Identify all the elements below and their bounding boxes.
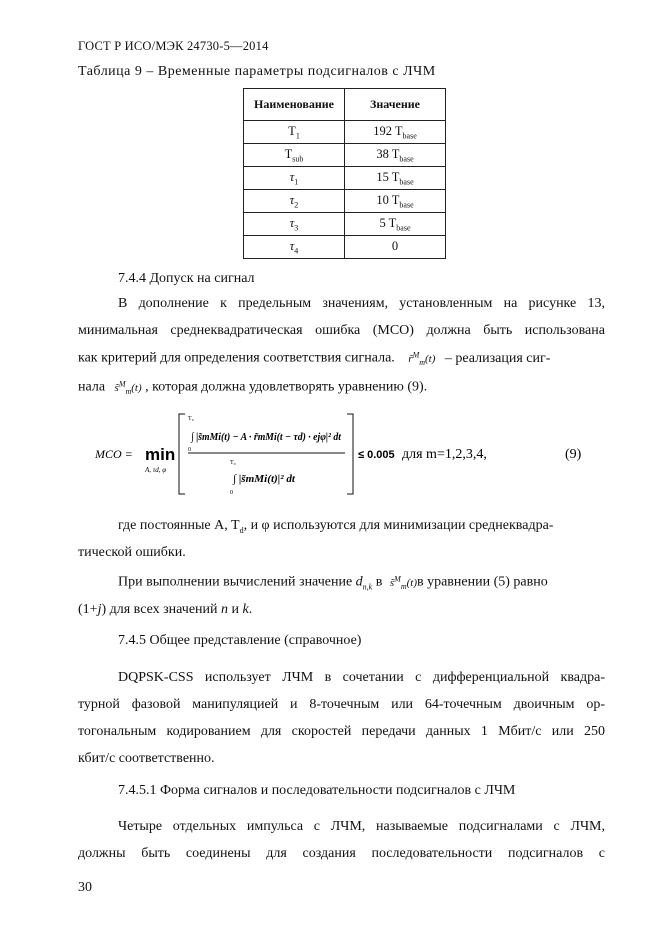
math-d: d <box>355 574 363 590</box>
param-value-cell: 38 $T_{base}$ <box>345 144 446 167</box>
param-name-cell: $T_{sub}$ <box>244 144 345 167</box>
math-r-tilde: r̃$^M_m$(t) <box>408 350 436 367</box>
param-value-cell: 192 $T_{base}$ <box>345 121 446 144</box>
word: к <box>220 296 227 311</box>
text: в уравнении (5) равно <box>416 574 548 590</box>
column-header-value: Значение <box>345 89 446 121</box>
param-name-cell: $\tau_2$ <box>244 190 345 213</box>
table-row <box>244 144 446 167</box>
word: 13, <box>587 296 605 311</box>
paragraph-line: Четыре отдельных импульса с ЛЧМ, называемые подсигналами с ЛЧМ, <box>118 819 605 834</box>
table-row <box>244 213 446 236</box>
upper-limit: T₀ <box>230 460 236 466</box>
text: нала <box>78 379 106 395</box>
paragraph-line <box>78 323 605 339</box>
subscript: d <box>239 525 244 535</box>
table-row <box>244 236 446 259</box>
table-row <box>244 167 446 190</box>
section-heading-7-4-5-1: 7.4.5.1 Форма сигналов и последовательности подсигналов с ЛЧМ <box>118 783 516 798</box>
word: предельным <box>238 296 312 311</box>
equation-rhs: ≤ 0.005 <box>358 449 395 461</box>
lower-limit: 0 <box>230 490 233 496</box>
upper-limit: T₀ <box>188 416 194 422</box>
param-value-cell: 10 $T_{base}$ <box>345 190 446 213</box>
equation-graphic <box>95 406 615 502</box>
paragraph-line <box>118 296 605 312</box>
word: (МСО) <box>372 323 414 338</box>
word: В <box>118 296 128 311</box>
paragraph-line: тической ошибки. <box>78 545 186 560</box>
document-header: ГОСТ Р ИСО/МЭК 24730-5—2014 <box>78 39 269 53</box>
equation-condition: для m=1,2,3,4, <box>402 447 487 462</box>
text: где постоянные A, T <box>118 518 240 533</box>
word: установленным <box>399 296 493 311</box>
table-row <box>244 190 446 213</box>
word: должна <box>426 323 471 338</box>
paragraph-line <box>78 379 605 396</box>
text: в <box>375 574 383 590</box>
word: ошибка <box>315 323 361 338</box>
equation-9 <box>95 406 615 502</box>
paragraph-line: кбит/с соответственно. <box>78 751 215 766</box>
word: дополнение <box>138 296 209 311</box>
text: , и φ используются для минимизации среднеквадра- <box>243 518 554 533</box>
word: на <box>503 296 518 311</box>
word: рисунке <box>528 296 577 311</box>
lower-limit: 0 <box>188 447 191 453</box>
math-subscript: n,k <box>362 582 373 592</box>
table-caption: Таблица 9 – Временные параметры подсигналов с ЛЧМ <box>78 64 436 79</box>
min-subscript: A, τd, φ <box>145 466 167 474</box>
parameters-table <box>243 88 446 259</box>
math-s-tilde: s̃$^M_m$(t) <box>389 574 417 591</box>
page-number: 30 <box>78 880 92 895</box>
param-name-cell: $\tau_1$ <box>244 167 345 190</box>
paragraph-line: должны быть соединены для создания последовательности подсигналов с <box>78 846 605 861</box>
text: – реализация сиг- <box>444 350 551 366</box>
paragraph-line <box>118 574 605 591</box>
column-header-name: Наименование <box>244 89 345 121</box>
text: , которая должна удовлетворять уравнению (9). <box>145 379 428 395</box>
word: минимальная <box>78 323 158 338</box>
text: как критерий для определения соответствия сигнала. <box>78 350 395 366</box>
param-value-cell: 0 <box>345 236 446 259</box>
equation-number: (9) <box>565 447 582 462</box>
section-heading-7-4-5: 7.4.5 Общее представление (справочное) <box>118 633 362 648</box>
paragraph-line: (1+j) для всех значений n и k. <box>78 602 253 617</box>
min-operator: min <box>145 445 176 464</box>
param-value-cell: 5 $T_{base}$ <box>345 213 446 236</box>
word: быть <box>483 323 513 338</box>
param-name-cell: $\tau_4$ <box>244 236 345 259</box>
left-bracket <box>179 414 185 494</box>
text: При выполнении вычислений значение <box>118 574 353 590</box>
math-s-tilde: s̃$^M_m$(t) <box>114 379 142 396</box>
paragraph-line: тогональным кодированием для скоростей передачи данных 1 Мбит/с или 250 <box>78 724 605 739</box>
word: среднеквадратическая <box>170 323 303 338</box>
paragraph-line <box>118 518 605 535</box>
param-value-cell: 15 $T_{base}$ <box>345 167 446 190</box>
paragraph-line: турной фазовой манипуляцией и 8-точечным или 64-точечным двоичным ор- <box>78 697 605 712</box>
word: использована <box>524 323 605 338</box>
right-bracket <box>347 414 353 494</box>
denominator: ∫ |s̃mMi(t)|² dt <box>231 473 296 485</box>
section-heading-7-4-4: 7.4.4 Допуск на сигнал <box>118 271 255 286</box>
param-name-cell: $\tau_3$ <box>244 213 345 236</box>
numerator: ∫ |s̃mMi(t) − A · r̃mMi(t − τd) · ejφ|² dt <box>190 431 342 443</box>
paragraph-line: DQPSK-CSS использует ЛЧМ в сочетании с дифференциальной квадра- <box>118 670 605 685</box>
paragraph-line <box>78 350 605 367</box>
table-row <box>244 121 446 144</box>
equation-lhs: MCO = <box>95 447 133 461</box>
param-name-cell: $T_1$ <box>244 121 345 144</box>
word: значениям, <box>322 296 389 311</box>
